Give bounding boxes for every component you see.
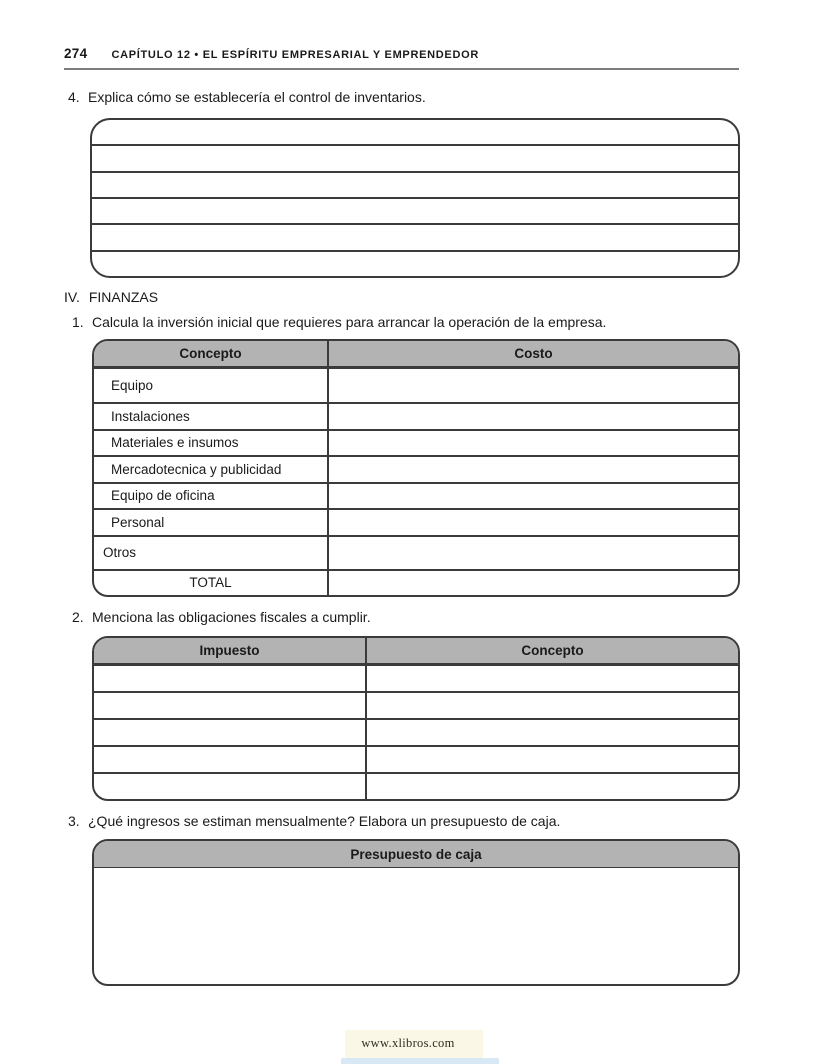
footer (0, 1030, 828, 1058)
answer-line (92, 250, 738, 276)
cost-cell-empty (329, 369, 738, 402)
answer-line (92, 171, 738, 197)
row-label: Equipo de oficina (94, 484, 329, 509)
question-4-text: Explica cómo se establecería el control de inventarios. (88, 89, 426, 105)
fiscal-table-header-row (94, 638, 738, 664)
row-label: Mercadotecnica y publicidad (94, 457, 329, 482)
table-row (94, 367, 738, 402)
question-1-text: Calcula la inversión inicial que requieres para arrancar la operación de la empresa. (92, 314, 607, 330)
header-cell-impuesto: Impuesto (94, 638, 367, 663)
budget-table-body-empty (94, 868, 738, 984)
header-cell-concepto: Concepto (521, 643, 584, 658)
inversion-table (92, 339, 740, 597)
answer-box-inventarios (90, 118, 740, 278)
cost-cell-empty (329, 457, 738, 482)
row-label: Instalaciones (94, 404, 329, 429)
row-label: Personal (94, 510, 329, 535)
answer-line (92, 197, 738, 223)
header-cell-costo: Costo (514, 346, 553, 361)
fiscal-table (92, 636, 740, 801)
table-row (94, 482, 738, 509)
chapter-title: CAPÍTULO 12 • EL ESPÍRITU EMPRESARIAL Y EMPRENDEDOR (111, 49, 480, 61)
question-2-text: Menciona las obligaciones fiscales a cumplir. (92, 609, 371, 625)
table-row-empty (94, 664, 738, 691)
table-row-empty (94, 772, 738, 799)
table-row (94, 508, 738, 535)
question-2-number: 2. (72, 609, 84, 625)
cost-cell-empty (329, 404, 738, 429)
section-heading-finanzas (64, 289, 158, 305)
answer-line (92, 223, 738, 249)
question-1-number: 1. (72, 314, 84, 330)
question-4 (68, 89, 426, 106)
table-row (94, 429, 738, 456)
page-number: 274 (64, 46, 88, 61)
table-row-empty (94, 718, 738, 745)
total-label: TOTAL (94, 571, 329, 595)
section-title: FINANZAS (88, 289, 159, 305)
cost-cell-empty (329, 537, 738, 569)
question-3 (68, 813, 560, 830)
row-label: Equipo (94, 369, 329, 402)
table-row (94, 402, 738, 429)
budget-table-header: Presupuesto de caja (94, 841, 738, 868)
row-label: Materiales e insumos (94, 431, 329, 456)
question-1 (72, 314, 606, 331)
cost-cell-empty (329, 484, 738, 509)
table-row-total (94, 569, 738, 595)
footer-accent-bar (341, 1058, 499, 1064)
cost-cell-empty (329, 510, 738, 535)
watermark-text: www.xlibros.com (345, 1030, 482, 1058)
cost-cell-empty (329, 431, 738, 456)
answer-line (92, 144, 738, 170)
header-cell-concepto: Concepto (94, 341, 329, 366)
table-row (94, 535, 738, 569)
question-3-number: 3. (68, 813, 80, 829)
table-row-empty (94, 745, 738, 772)
table-row-empty (94, 691, 738, 718)
inversion-table-header-row (94, 341, 738, 367)
section-numeral: IV. (64, 289, 80, 305)
cost-cell-empty (329, 571, 738, 595)
answer-line (92, 120, 738, 144)
question-4-number: 4. (68, 89, 80, 105)
budget-table (92, 839, 740, 986)
question-3-text: ¿Qué ingresos se estiman mensualmente? Elabora un presupuesto de caja. (88, 813, 561, 829)
question-2 (72, 609, 371, 626)
table-row (94, 455, 738, 482)
row-label: Otros (94, 537, 329, 569)
running-head (64, 46, 739, 70)
